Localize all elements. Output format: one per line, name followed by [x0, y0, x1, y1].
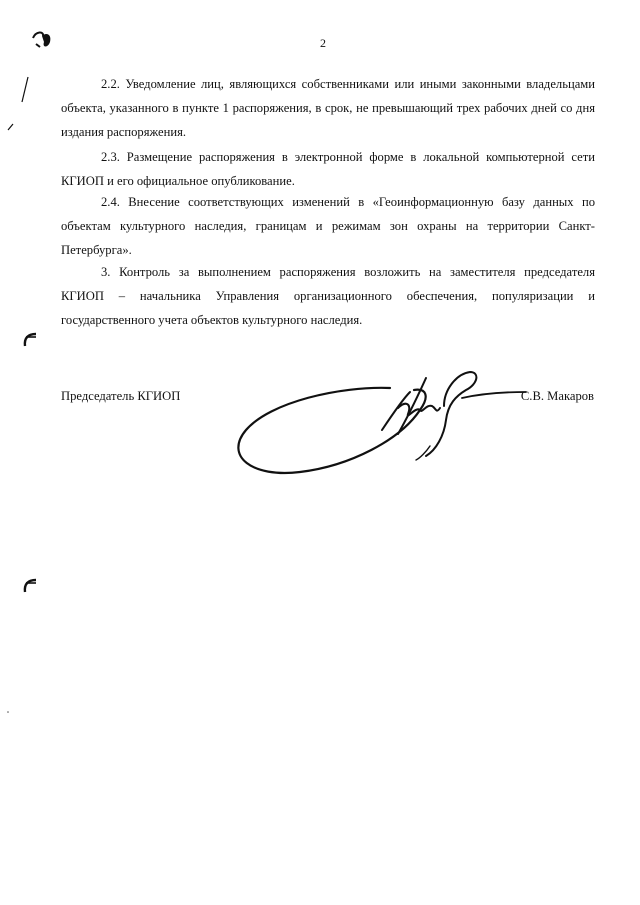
margin-mark-hook-1	[22, 332, 38, 348]
signatory-title: Председатель КГИОП	[61, 389, 181, 403]
signatory-name: С.В. Макаров	[520, 389, 594, 403]
margin-mark-hook-2	[22, 578, 38, 594]
margin-mark-dot	[6, 710, 10, 714]
margin-mark-tick	[6, 122, 16, 132]
page-number: 2	[320, 36, 326, 50]
margin-mark-top	[30, 28, 58, 52]
paragraph-2-3: 2.3. Размещение распоряжения в электронной форме в локальной компьютерной сети КГИОП и его официальное опубликование.	[61, 150, 595, 188]
paragraph-3: 3. Контроль за выполнением распоряжения возложить на заместителя председателя КГИОП – начальника Управления организационного обеспечения, популяризации и государственного учета объектов культурного наследия.	[61, 265, 595, 327]
paragraph-2-2: 2.2. Уведомление лиц, являющихся собственниками или иными законными владельцами объекта, указанного в пункте 1 распоряжения, в срок, не превышающий трех рабочих дней со дня издания распоряжения.	[61, 77, 595, 139]
paragraph-2-4: 2.4. Внесение соответствующих изменений в «Геоинформационную базу данных по объектам культурного наследия, границам и режимам зон охраны на территории Санкт-Петербурга».	[61, 195, 595, 257]
margin-mark-line	[20, 76, 30, 104]
handwritten-signature	[230, 360, 530, 490]
